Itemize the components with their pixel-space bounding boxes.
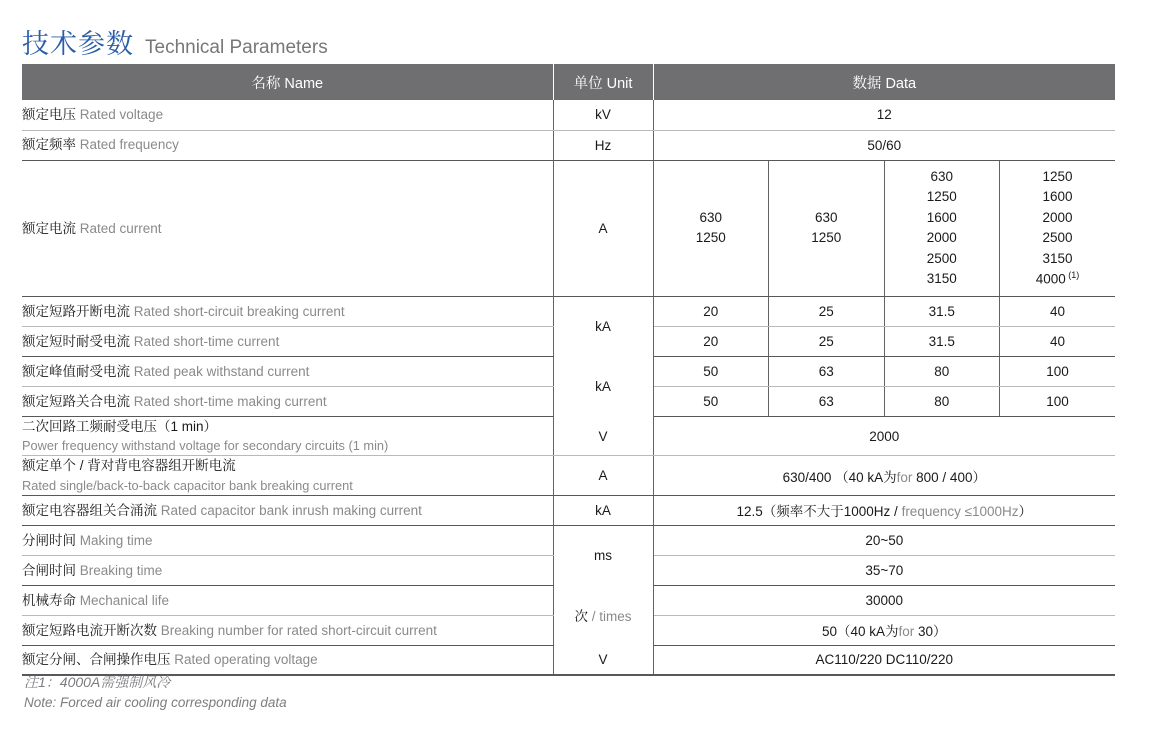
value-part-gray: for	[898, 624, 915, 640]
row-value-stm-3: 80	[884, 387, 1000, 417]
row-label-en: Rated short-circuit breaking current	[133, 304, 345, 320]
value-stack	[769, 202, 884, 255]
row-value-st-current-2: 25	[769, 327, 885, 357]
row-label-breaking-time	[22, 555, 553, 585]
row-label-cn: 额定短路电流开断次数	[22, 622, 157, 638]
row-value-rated-operating-voltage: AC110/220 DC110/220	[653, 645, 1115, 675]
row-unit-rated-operating-voltage: V	[553, 645, 653, 675]
value-stack	[654, 202, 769, 255]
value-line: 630	[699, 209, 723, 225]
row-value-making-time: 20~50	[653, 525, 1115, 555]
row-unit-rated-current: A	[553, 160, 653, 297]
row-label-rated-current	[22, 160, 553, 297]
row-value-rated-voltage: 12	[653, 100, 1115, 130]
row-label-short-time-making-current	[22, 387, 553, 417]
value-line: 630	[930, 168, 954, 184]
row-value-st-current-4: 40	[1000, 327, 1116, 357]
value-line: 2500	[1042, 230, 1073, 246]
row-value-sc-breaking-4: 40	[1000, 297, 1116, 327]
row-label-cn: 额定峰值耐受电流	[22, 364, 130, 380]
footnote-line-cn: 注1：4000A需强制风冷	[24, 674, 171, 690]
row-label-cn: 额定电压	[22, 107, 76, 123]
row-label-cn: 额定频率	[22, 137, 76, 153]
row-label-en: Rated short-time making current	[133, 394, 327, 410]
row-label-peak-withstand-current	[22, 357, 553, 387]
table-row-peak-withstand-current	[22, 357, 1115, 387]
row-value-secondary-circuit-voltage: 2000	[653, 417, 1115, 456]
column-header-name: 名称 Name	[22, 64, 553, 100]
row-value-rated-current-3	[884, 160, 1000, 297]
row-label-capacitor-inrush-making-current	[22, 495, 553, 525]
value-line: 2000	[1042, 209, 1073, 225]
row-label-rated-frequency	[22, 130, 553, 160]
page-title	[22, 22, 328, 61]
row-label-en: Power frequency withstand voltage for secondary circuits (1 min)	[22, 438, 389, 454]
row-unit-rated-voltage: kV	[553, 100, 653, 130]
value-part-a: 630/400 （40 kA为	[782, 469, 897, 485]
row-label-en: Breaking number for rated short-circuit current	[160, 622, 437, 638]
value-line: 1600	[926, 209, 957, 225]
row-label-cn: 额定短路关合电流	[22, 394, 130, 410]
row-value-capacitor-bank-breaking-current	[653, 456, 1115, 495]
value-line: 1250	[926, 189, 957, 205]
row-unit-secondary-circuit-voltage: V	[553, 417, 653, 456]
footnote-line-en: Note: Forced air cooling corresponding data	[24, 695, 287, 711]
row-label-en: Rated short-time current	[133, 334, 280, 350]
row-value-peak-1: 50	[653, 357, 769, 387]
table-row-capacitor-inrush-making-current	[22, 495, 1115, 525]
value-line: 1250	[1042, 168, 1073, 184]
row-label-cn: 额定短路开断电流	[22, 304, 130, 320]
row-value-st-current-3: 31.5	[884, 327, 1000, 357]
row-value-capacitor-inrush-making-current	[653, 495, 1115, 525]
value-part-gray: frequency ≤1000Hz	[901, 504, 1019, 520]
row-value-rated-current-2	[769, 160, 885, 297]
row-unit-times	[553, 585, 653, 645]
row-label-en: Rated capacitor bank inrush making current	[160, 502, 422, 518]
row-label-cn: 合闸时间	[22, 562, 76, 578]
row-label-cn: 额定分闸、合闸操作电压	[22, 652, 171, 668]
row-value-mechanical-life: 30000	[653, 585, 1115, 615]
row-unit-time-ms: ms	[553, 525, 653, 585]
row-value-sc-breaking-1: 20	[653, 297, 769, 327]
row-value-sc-breaking-3: 31.5	[884, 297, 1000, 327]
row-value-peak-3: 80	[884, 357, 1000, 387]
row-label-breaking-number	[22, 615, 553, 645]
footnote	[24, 672, 287, 714]
row-label-making-time	[22, 525, 553, 555]
row-unit-short-circuit-ka: kA	[553, 297, 653, 357]
row-label-en: Mechanical life	[79, 592, 170, 608]
table-row-making-time	[22, 525, 1115, 555]
page-title-en: Technical Parameters	[145, 37, 328, 58]
row-label-capacitor-bank-breaking-current	[22, 456, 553, 495]
row-label-cn: 额定短时耐受电流	[22, 334, 130, 350]
value-line: 4000 $^{(1)}$	[1035, 270, 1080, 287]
row-label-en: Rated peak withstand current	[133, 364, 310, 380]
row-label-en: Rated frequency	[79, 137, 179, 153]
technical-parameters-table	[22, 64, 1115, 676]
row-label-cn: 额定电容器组关合涌流	[22, 502, 157, 518]
row-label-en: Rated voltage	[79, 107, 164, 123]
value-part-a: 50（40 kA为	[821, 624, 899, 640]
value-stack	[885, 161, 1000, 296]
table-row-rated-frequency	[22, 130, 1115, 160]
table-header	[22, 64, 1115, 100]
value-line: 1250	[811, 230, 842, 246]
row-label-short-circuit-breaking-current	[22, 297, 553, 327]
row-label-cn: 额定电流	[22, 220, 76, 236]
value-part-b: ）	[1018, 504, 1033, 520]
row-label-cn: 机械寿命	[22, 592, 76, 608]
unit-cn: 次	[574, 609, 588, 625]
row-label-rated-operating-voltage	[22, 645, 553, 675]
row-unit-capacitor-inrush-making-current: kA	[553, 495, 653, 525]
row-value-breaking-time: 35~70	[653, 555, 1115, 585]
row-value-sc-breaking-2: 25	[769, 297, 885, 327]
table-row-mechanical-life	[22, 585, 1115, 615]
row-value-peak-2: 63	[769, 357, 885, 387]
row-value-stm-4: 100	[1000, 387, 1116, 417]
page-title-cn: 技术参数	[22, 29, 134, 59]
row-label-cn: 额定单个 / 背对背电容器组开断电流	[22, 458, 236, 474]
row-label-en: Rated current	[79, 220, 162, 236]
row-value-rated-current-1	[653, 160, 769, 297]
value-line: 3150	[1042, 250, 1073, 266]
value-line: 630	[814, 209, 838, 225]
table-row-rated-voltage	[22, 100, 1115, 130]
table-row-secondary-circuit-voltage	[22, 417, 1115, 456]
table-row-short-circuit-breaking-current	[22, 297, 1115, 327]
value-line: 3150	[926, 271, 957, 287]
footnote-marker: (1)	[1065, 270, 1080, 281]
row-label-cn: 二次回路工频耐受电压（1 min）	[22, 419, 218, 435]
row-label-rated-voltage	[22, 100, 553, 130]
value-line: 1600	[1042, 189, 1073, 205]
row-value-stm-2: 63	[769, 387, 885, 417]
table-row-rated-operating-voltage	[22, 645, 1115, 675]
column-header-data: 数据 Data	[653, 64, 1115, 100]
row-value-breaking-number	[653, 615, 1115, 645]
table-row-capacitor-bank-breaking-current	[22, 456, 1115, 495]
unit-en: / times	[587, 609, 632, 625]
table-row-rated-current	[22, 160, 1115, 297]
row-value-rated-frequency: 50/60	[653, 130, 1115, 160]
value-line: 1250	[695, 230, 726, 246]
value-stack	[1000, 161, 1115, 297]
row-unit-capacitor-bank-breaking-current: A	[553, 456, 653, 495]
value-line: 2500	[926, 250, 957, 266]
value-line: 2000	[926, 230, 957, 246]
row-label-mechanical-life	[22, 585, 553, 615]
row-unit-rated-frequency: Hz	[553, 130, 653, 160]
row-label-en: Rated single/back-to-back capacitor bank breaking current	[22, 477, 353, 493]
header-row	[22, 64, 1115, 100]
row-label-short-time-current	[22, 327, 553, 357]
row-label-cn: 分闸时间	[22, 532, 76, 548]
row-unit-peak-ka: kA	[553, 357, 653, 417]
column-header-unit: 单位 Unit	[553, 64, 653, 100]
value-part-b: 800 / 400）	[912, 469, 986, 485]
row-label-secondary-circuit-voltage	[22, 417, 553, 456]
value-part-gray: for	[896, 469, 913, 485]
row-value-peak-4: 100	[1000, 357, 1116, 387]
value-part-b: 30）	[914, 624, 947, 640]
row-value-rated-current-4	[1000, 160, 1116, 297]
value-part-a: 12.5（频率不大于1000Hz /	[736, 504, 902, 520]
row-value-stm-1: 50	[653, 387, 769, 417]
row-value-st-current-1: 20	[653, 327, 769, 357]
row-label-en: Rated operating voltage	[174, 652, 318, 668]
row-label-en: Breaking time	[79, 562, 163, 578]
row-label-en: Making time	[79, 532, 153, 548]
